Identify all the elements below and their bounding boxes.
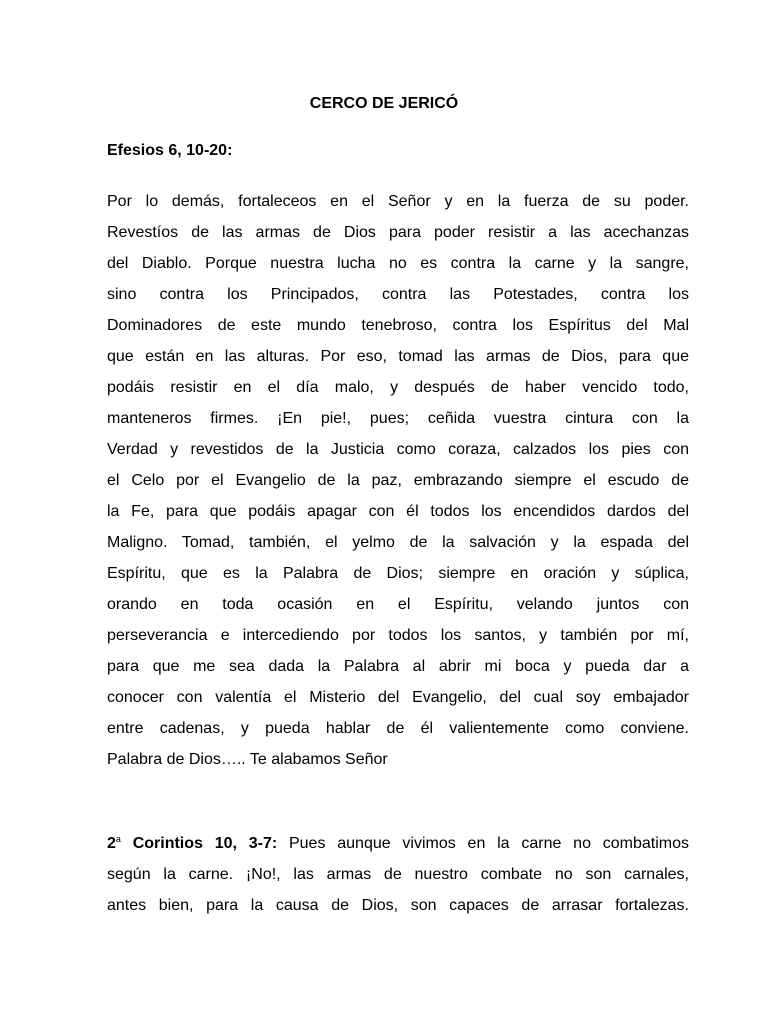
scripture-reference: [107, 835, 277, 852]
paragraph-line: Por lo demás, fortaleceos en el Señor y en la fuerza de su poder.: [107, 193, 689, 210]
paragraph-line: la Fe, para que podáis apagar con él todos los encendidos dardos del: [107, 503, 689, 520]
paragraph-line: Maligno. Tomad, también, el yelmo de la salvación y la espada del: [107, 534, 689, 551]
paragraph-efesios: [107, 186, 689, 775]
paragraph-line: del Diablo. Porque nuestra lucha no es contra la carne y la sangre,: [107, 255, 689, 272]
paragraph-line: Revestíos de las armas de Dios para poder resistir a las acechanzas: [107, 224, 689, 241]
paragraph-text: Pues aunque vivimos en la carne no combatimos: [277, 835, 690, 852]
paragraph-closing-line: Palabra de Dios….. Te alabamos Señor: [107, 751, 388, 768]
paragraph-corintios: [107, 828, 689, 921]
paragraph-line: conocer con valentía el Misterio del Evangelio, del cual soy embajador: [107, 689, 689, 706]
section-heading-efesios: Efesios 6, 10-20:: [107, 142, 233, 159]
reference-number: 2: [107, 835, 116, 852]
paragraph-line: Dominadores de este mundo tenebroso, contra los Espíritus del Mal: [107, 317, 689, 334]
paragraph-line: [107, 828, 689, 859]
paragraph-line: manteneros firmes. ¡En pie!, pues; ceñida vuestra cintura con la: [107, 410, 689, 427]
paragraph-line: que están en las alturas. Por eso, tomad las armas de Dios, para que: [107, 348, 689, 365]
paragraph-line: orando en toda ocasión en el Espíritu, velando juntos con: [107, 596, 689, 613]
document-title: CERCO DE JERICÓ: [309, 95, 459, 112]
paragraph-line: para que me sea dada la Palabra al abrir mi boca y pueda dar a: [107, 658, 689, 675]
paragraph-line: el Celo por el Evangelio de la paz, embrazando siempre el escudo de: [107, 472, 689, 489]
paragraph-line: según la carne. ¡No!, las armas de nuestro combate no son carnales,: [107, 866, 689, 883]
reference-superscript: a: [115, 834, 121, 844]
paragraph-line: podáis resistir en el día malo, y después de haber vencido todo,: [107, 379, 689, 396]
paragraph-line: antes bien, para la causa de Dios, son capaces de arrasar fortalezas.: [107, 897, 689, 914]
paragraph-line: entre cadenas, y pueda hablar de él valientemente como conviene.: [107, 720, 689, 737]
reference-text: Corintios 10, 3-7:: [120, 835, 278, 852]
paragraph-line: perseverancia e intercediendo por todos los santos, y también por mí,: [107, 627, 689, 644]
paragraph-line: Espíritu, que es la Palabra de Dios; siempre en oración y súplica,: [107, 565, 689, 582]
paragraph-line: Verdad y revestidos de la Justicia como coraza, calzados los pies con: [107, 441, 689, 458]
paragraph-line: sino contra los Principados, contra las Potestades, contra los: [107, 286, 689, 303]
